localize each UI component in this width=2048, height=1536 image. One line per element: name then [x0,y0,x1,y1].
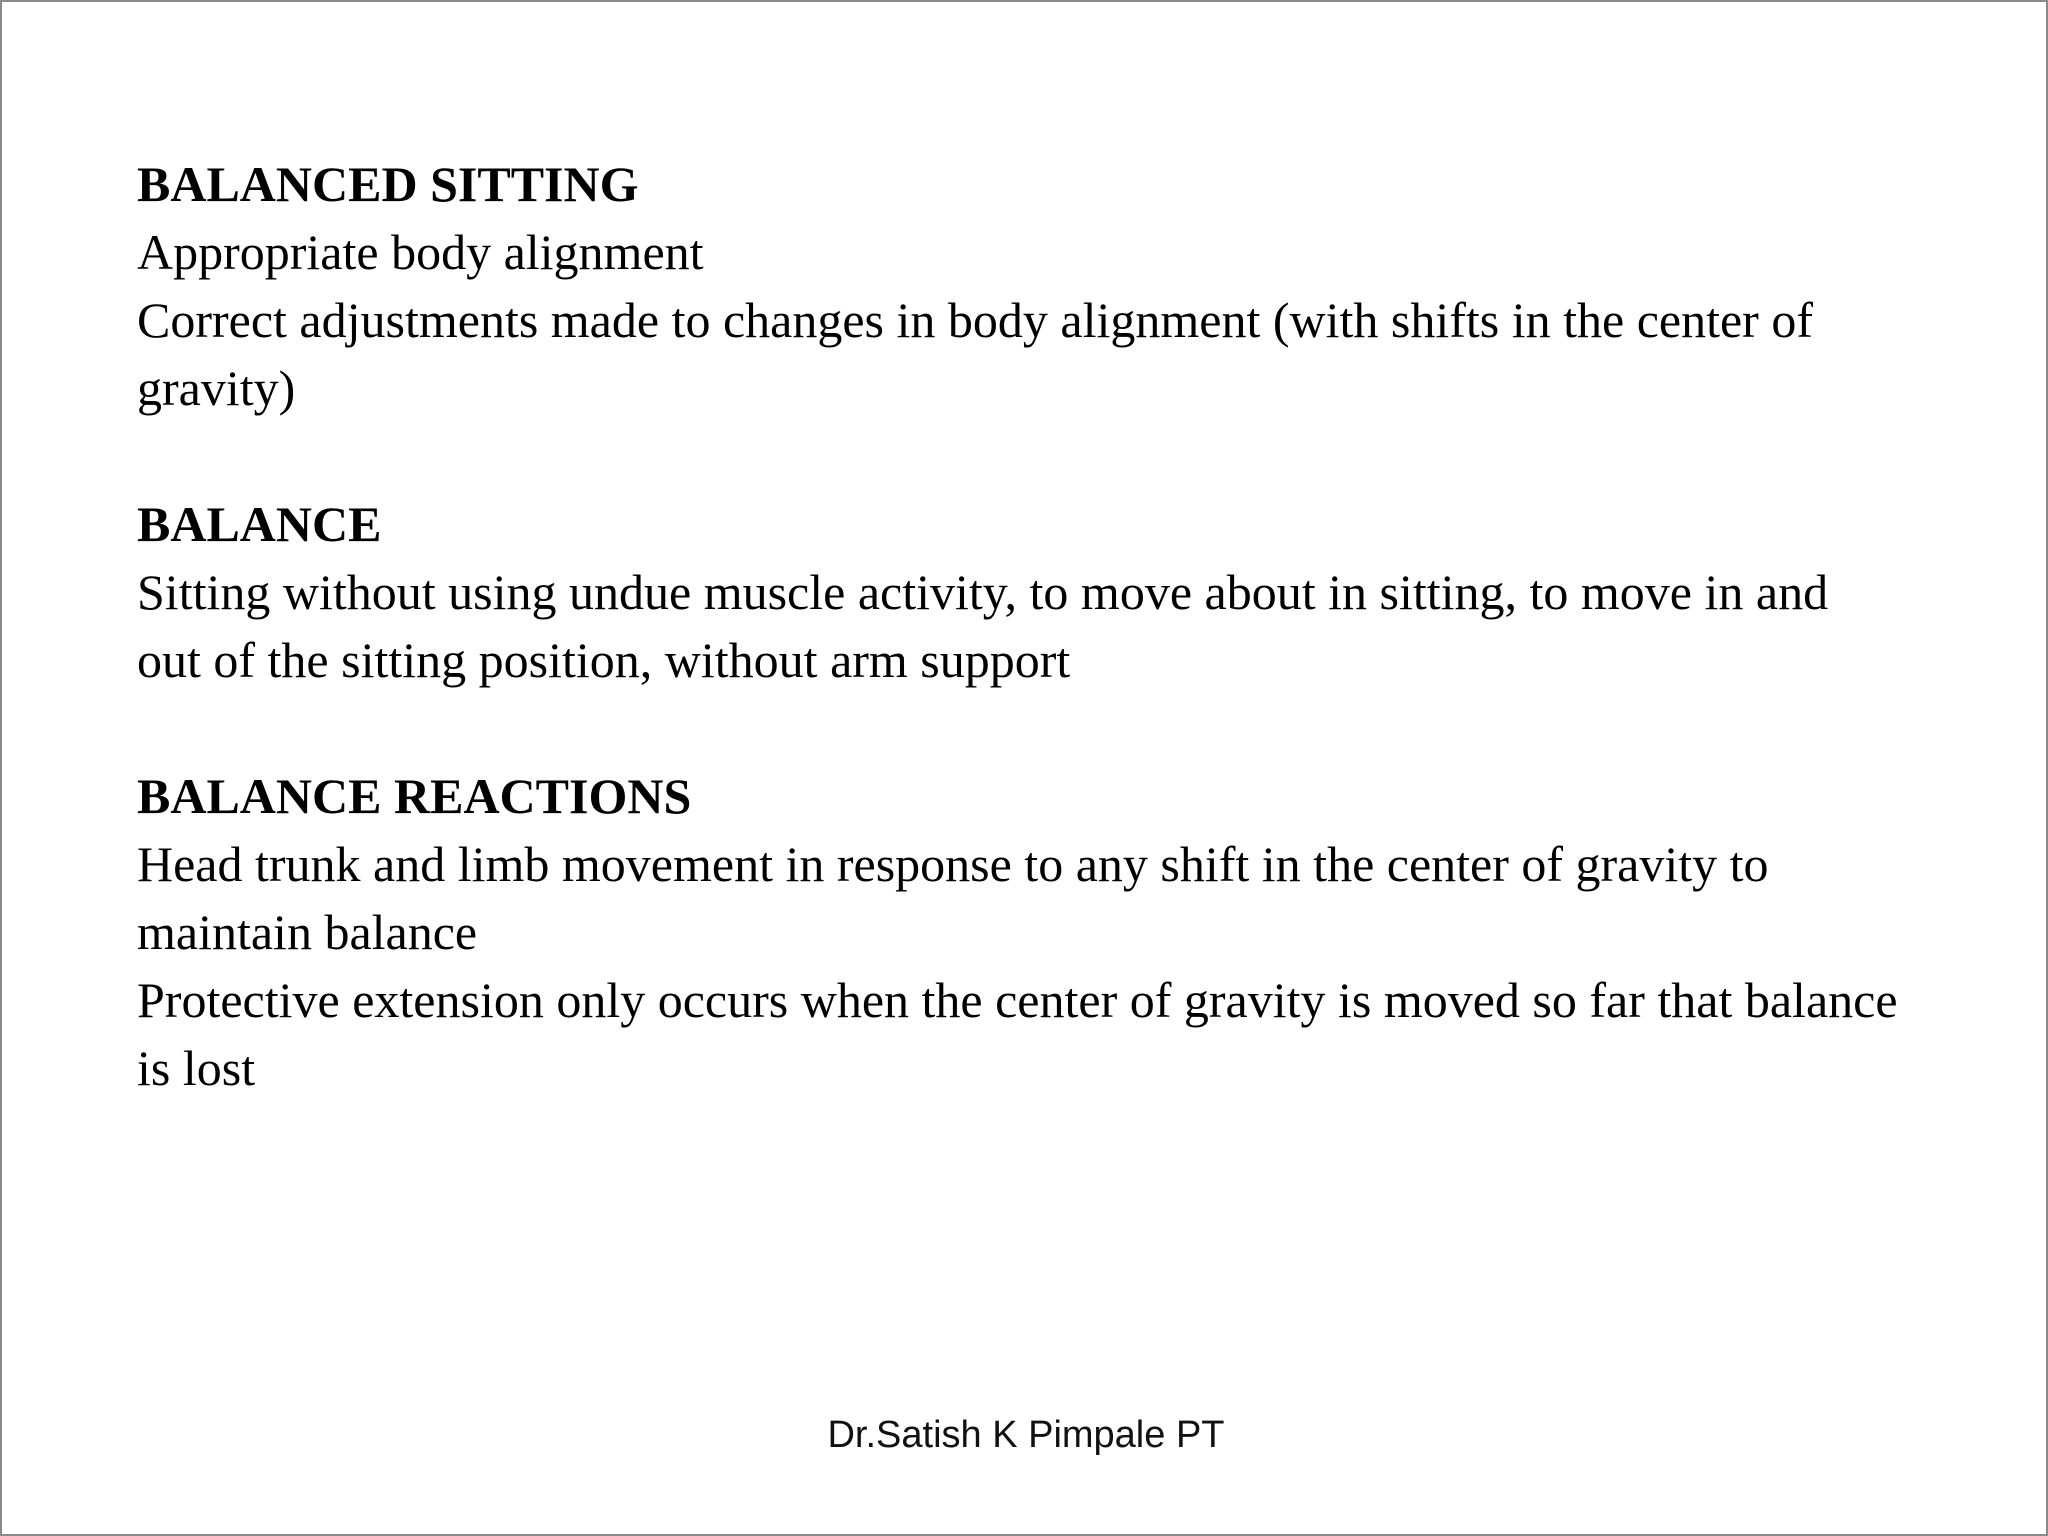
section-text: Appropriate body alignment [137,224,704,280]
section-heading: BALANCE [137,496,382,552]
section-heading: BALANCE REACTIONS [137,768,692,824]
section-text: Protective extension only occurs when the center of gravity is moved so far that balance is lost [137,972,1898,1096]
section-text: Head trunk and limb movement in response to any shift in the center of gravity to maintain balance [137,836,1769,960]
section-balanced-sitting [137,150,1937,422]
author-footer: Dr.Satish K Pimpale PT [827,1414,1225,1456]
section-text: Correct adjustments made to changes in body alignment (with shifts in the center of gravity) [137,292,1813,416]
section-heading: BALANCED SITTING [137,156,639,212]
slide-content [137,150,1937,1170]
section-balance [137,490,1937,694]
section-text: Sitting without using undue muscle activity, to move about in sitting, to move in and out of the sitting position, without arm support [137,564,1829,688]
section-balance-reactions [137,762,1937,1102]
